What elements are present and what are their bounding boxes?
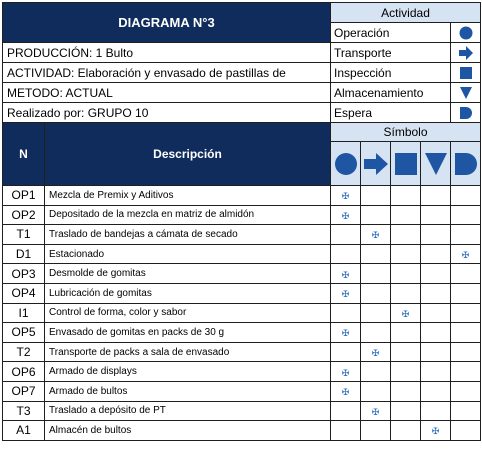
circle-icon bbox=[334, 152, 358, 176]
symbol-mark: ✠ bbox=[341, 328, 350, 339]
symbol-cell bbox=[451, 225, 481, 245]
symbol-cell bbox=[361, 362, 391, 382]
symbol-cell bbox=[331, 381, 361, 401]
legend-label-almacenamiento: Almacenamiento bbox=[331, 83, 451, 103]
legend-icon-cell bbox=[451, 103, 481, 123]
symbol-cell bbox=[451, 186, 481, 206]
symbol-cell bbox=[331, 225, 361, 245]
symbol-cell bbox=[391, 283, 421, 303]
step-code: OP6 bbox=[3, 362, 45, 382]
step-code: D1 bbox=[3, 244, 45, 264]
activity-legend-header: Actividad bbox=[331, 3, 481, 23]
symbol-mark: ✠ bbox=[341, 210, 350, 221]
step-description: Armado de bultos bbox=[45, 381, 331, 401]
realizado-text: Realizado por: GRUPO 10 bbox=[3, 103, 331, 123]
symbol-cell bbox=[421, 244, 451, 264]
triangle-down-icon bbox=[459, 86, 473, 100]
symbol-cell bbox=[421, 342, 451, 362]
process-row bbox=[3, 225, 481, 245]
symbol-cell bbox=[451, 401, 481, 421]
legend-row-inspeccion bbox=[3, 63, 481, 83]
symbol-cell bbox=[451, 342, 481, 362]
symbol-cell bbox=[331, 205, 361, 225]
symbol-cell bbox=[391, 362, 421, 382]
symbol-cell bbox=[451, 244, 481, 264]
column-header-simbolo: Símbolo bbox=[331, 123, 481, 142]
step-code: A1 bbox=[3, 421, 45, 441]
step-code: I1 bbox=[3, 303, 45, 323]
step-description: Traslado de bandejas a cámata de secado bbox=[45, 225, 331, 245]
symbol-cell bbox=[361, 186, 391, 206]
step-description: Traslado a depósito de PT bbox=[45, 401, 331, 421]
column-header-n: N bbox=[3, 123, 45, 186]
symbol-cell bbox=[331, 362, 361, 382]
step-code: OP2 bbox=[3, 205, 45, 225]
symbol-cell bbox=[451, 381, 481, 401]
step-code: T1 bbox=[3, 225, 45, 245]
actividad-text: ACTIVIDAD: Elaboración y envasado de pastillas de bbox=[3, 63, 331, 83]
header-row-1 bbox=[3, 3, 481, 23]
symbol-header-inspeccion bbox=[391, 142, 421, 186]
process-row bbox=[3, 342, 481, 362]
symbol-cell bbox=[421, 362, 451, 382]
symbol-cell bbox=[421, 283, 451, 303]
symbol-cell bbox=[421, 303, 451, 323]
symbol-mark: ✠ bbox=[341, 387, 350, 398]
symbol-mark: ✠ bbox=[401, 308, 410, 319]
symbol-cell bbox=[421, 186, 451, 206]
step-code: T3 bbox=[3, 401, 45, 421]
step-description: Armado de displays bbox=[45, 362, 331, 382]
legend-label-transporte: Transporte bbox=[331, 43, 451, 63]
symbol-cell bbox=[361, 244, 391, 264]
symbol-cell bbox=[451, 205, 481, 225]
symbol-cell bbox=[331, 303, 361, 323]
symbol-mark: ✠ bbox=[341, 191, 350, 202]
square-icon bbox=[459, 66, 473, 80]
symbol-cell bbox=[361, 303, 391, 323]
legend-icon-cell bbox=[451, 43, 481, 63]
symbol-cell bbox=[331, 186, 361, 206]
step-description: Almacén de bultos bbox=[45, 421, 331, 441]
symbol-header-transporte bbox=[361, 142, 391, 186]
column-header-descripcion: Descripción bbox=[45, 123, 331, 186]
step-code: T2 bbox=[3, 342, 45, 362]
symbol-cell bbox=[391, 225, 421, 245]
symbol-cell bbox=[361, 401, 391, 421]
step-description: Depositado de la mezcla en matriz de almidón bbox=[45, 205, 331, 225]
step-description: Estacionado bbox=[45, 244, 331, 264]
symbol-mark: ✠ bbox=[371, 348, 380, 359]
symbol-cell bbox=[331, 342, 361, 362]
symbol-cell bbox=[331, 283, 361, 303]
symbol-cell bbox=[391, 264, 421, 284]
d-shape-icon bbox=[459, 106, 473, 120]
legend-icon-cell bbox=[451, 23, 481, 43]
symbol-mark: ✠ bbox=[341, 367, 350, 378]
symbol-cell bbox=[391, 342, 421, 362]
legend-icon-cell bbox=[451, 83, 481, 103]
symbol-cell bbox=[331, 401, 361, 421]
symbol-cell bbox=[391, 205, 421, 225]
symbol-mark: ✠ bbox=[371, 230, 380, 241]
circle-icon bbox=[459, 26, 473, 40]
symbol-cell bbox=[391, 421, 421, 441]
process-row bbox=[3, 421, 481, 441]
step-description: Lubricación de gomitas bbox=[45, 283, 331, 303]
symbol-cell bbox=[361, 264, 391, 284]
column-header-row-1 bbox=[3, 123, 481, 142]
symbol-cell bbox=[451, 421, 481, 441]
legend-label-operacion: Operación bbox=[331, 23, 451, 43]
legend-row-transporte bbox=[3, 43, 481, 63]
step-description: Mezcla de Premix y Aditivos bbox=[45, 186, 331, 206]
symbol-cell bbox=[421, 381, 451, 401]
process-row bbox=[3, 283, 481, 303]
symbol-cell bbox=[451, 303, 481, 323]
step-code: OP1 bbox=[3, 186, 45, 206]
legend-label-espera: Espera bbox=[331, 103, 451, 123]
symbol-cell bbox=[421, 205, 451, 225]
step-description: Envasado de gomitas en packs de 30 g bbox=[45, 323, 331, 343]
process-row bbox=[3, 186, 481, 206]
symbol-mark: ✠ bbox=[371, 406, 380, 417]
symbol-cell bbox=[391, 303, 421, 323]
symbol-cell bbox=[451, 264, 481, 284]
process-row bbox=[3, 381, 481, 401]
step-description: Transporte de packs a sala de envasado bbox=[45, 342, 331, 362]
legend-row-almacenamiento bbox=[3, 83, 481, 103]
symbol-mark: ✠ bbox=[431, 426, 440, 437]
symbol-cell bbox=[451, 283, 481, 303]
symbol-cell bbox=[361, 421, 391, 441]
symbol-mark: ✠ bbox=[341, 269, 350, 280]
symbol-header-almacenamiento bbox=[421, 142, 451, 186]
symbol-header-operacion bbox=[331, 142, 361, 186]
symbol-cell bbox=[331, 323, 361, 343]
symbol-cell bbox=[391, 381, 421, 401]
symbol-cell bbox=[361, 381, 391, 401]
process-row bbox=[3, 205, 481, 225]
process-row bbox=[3, 303, 481, 323]
symbol-cell bbox=[391, 401, 421, 421]
process-row bbox=[3, 401, 481, 421]
symbol-cell bbox=[421, 421, 451, 441]
legend-row-espera bbox=[3, 103, 481, 123]
d-shape-icon bbox=[454, 152, 478, 176]
square-icon bbox=[394, 152, 418, 176]
symbol-header-espera bbox=[451, 142, 481, 186]
step-code: OP3 bbox=[3, 264, 45, 284]
arrow-right-icon bbox=[364, 152, 388, 176]
process-row bbox=[3, 264, 481, 284]
symbol-cell bbox=[331, 264, 361, 284]
symbol-cell bbox=[331, 421, 361, 441]
symbol-cell bbox=[421, 401, 451, 421]
process-row bbox=[3, 362, 481, 382]
triangle-down-icon bbox=[424, 152, 448, 176]
symbol-cell bbox=[421, 323, 451, 343]
step-code: OP5 bbox=[3, 323, 45, 343]
process-row bbox=[3, 323, 481, 343]
symbol-cell bbox=[361, 225, 391, 245]
step-code: OP4 bbox=[3, 283, 45, 303]
symbol-cell bbox=[361, 342, 391, 362]
legend-icon-cell bbox=[451, 63, 481, 83]
symbol-cell bbox=[361, 323, 391, 343]
produccion-text: PRODUCCIÓN: 1 Bulto bbox=[3, 43, 331, 63]
symbol-cell bbox=[451, 362, 481, 382]
symbol-cell bbox=[331, 244, 361, 264]
step-code: OP7 bbox=[3, 381, 45, 401]
process-row bbox=[3, 244, 481, 264]
step-description: Desmolde de gomitas bbox=[45, 264, 331, 284]
arrow-right-icon bbox=[459, 46, 473, 60]
symbol-cell bbox=[421, 264, 451, 284]
symbol-cell bbox=[451, 323, 481, 343]
legend-label-inspeccion: Inspección bbox=[331, 63, 451, 83]
symbol-mark: ✠ bbox=[341, 289, 350, 300]
symbol-cell bbox=[391, 186, 421, 206]
symbol-cell bbox=[391, 244, 421, 264]
symbol-cell bbox=[421, 225, 451, 245]
diagram-table bbox=[2, 2, 481, 441]
symbol-cell bbox=[361, 205, 391, 225]
symbol-cell bbox=[391, 323, 421, 343]
diagram-title: DIAGRAMA N°3 bbox=[3, 3, 331, 43]
symbol-mark: ✠ bbox=[461, 250, 470, 261]
symbol-cell bbox=[361, 283, 391, 303]
step-description: Control de forma, color y sabor bbox=[45, 303, 331, 323]
metodo-text: METODO: ACTUAL bbox=[3, 83, 331, 103]
